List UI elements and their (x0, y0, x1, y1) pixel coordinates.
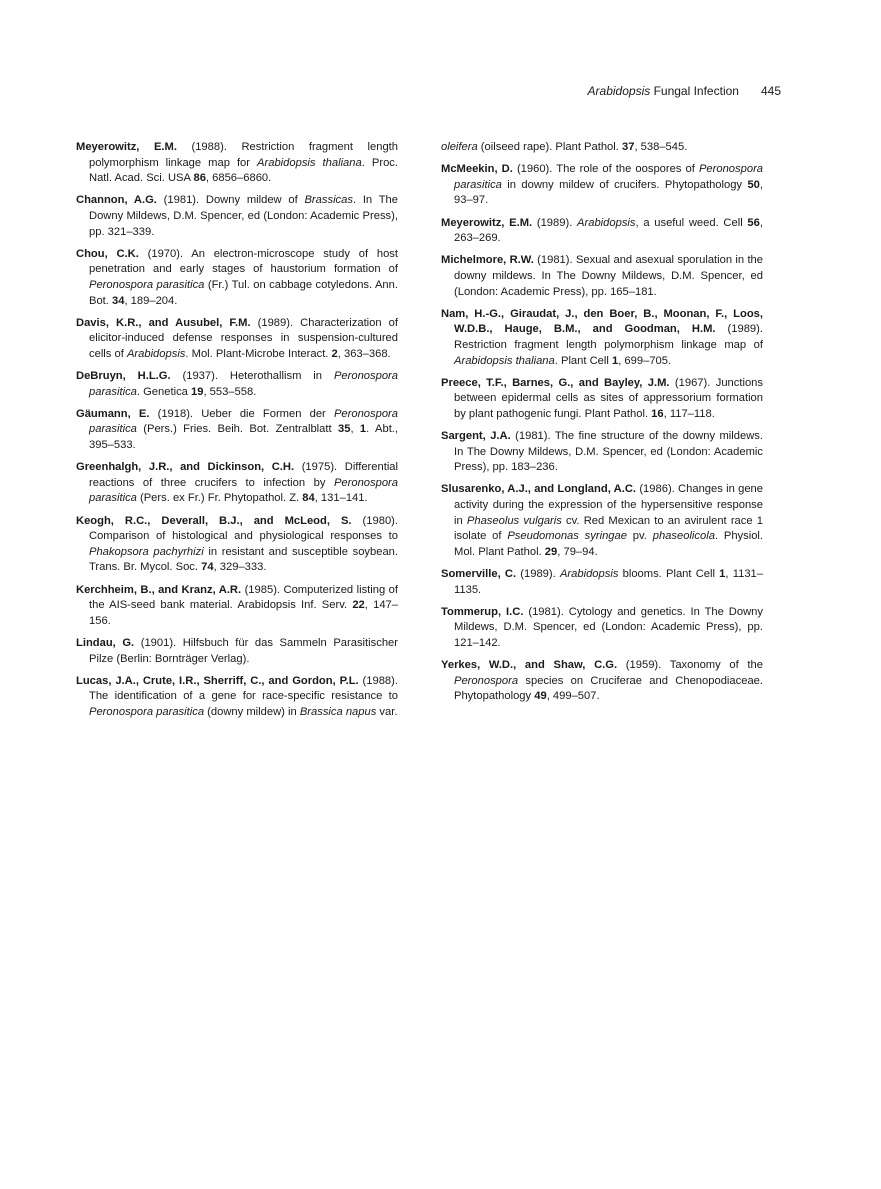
reference-authors: Tommerup, I.C. (441, 605, 524, 618)
running-title-rest: Fungal Infection (650, 84, 739, 98)
reference-authors: Preece, T.F., Barnes, G., and Bayley, J.M. (441, 376, 670, 389)
reference-authors: Lindau, G. (76, 636, 135, 649)
italic-term: oleifera (441, 141, 478, 153)
reference-authors: Somerville, C. (441, 568, 517, 580)
italic-term: Peronospora parasitica (89, 370, 398, 398)
volume-number: 22 (352, 599, 365, 612)
reference-entry: Kerchheim, B., and Kranz, A.R. (1985). Computerized listing of the AIS-seed bank material. Arabidopsis Inf. Serv. 22, 147–156. (76, 583, 398, 627)
volume-number: 74 (201, 561, 214, 574)
reference-entry: Nam, H.-G., Giraudat, J., den Boer, B., Moonan, F., Loos, W.D.B., Hauge, B.M., and Goodman, H.M. (1989). Restriction fragment length polymorphism linkage map of Arabidopsis thaliana. Plant Cell 1, 699–705. (441, 307, 763, 367)
reference-continuation: oleifera (oilseed rape). Plant Pathol. 37, 538–545. (441, 141, 688, 153)
reference-entry: Lindau, G. (1901). Hilfsbuch für das Sammeln Parasitischer Pilze (Berlin: Bornträger Verlag). (76, 636, 398, 665)
volume-number: 1 (611, 354, 619, 367)
reference-entry: Sargent, J.A. (1981). The fine structure of the downy mildews. In The Downy Mildews, D.M. Spencer, ed (London: Academic Press), pp. 183–236. (441, 430, 763, 474)
volume-number: 49 (534, 690, 547, 703)
volume-number: 37 (621, 141, 635, 153)
reference-authors: Channon, A.G. (76, 194, 157, 207)
reference-authors: Meyerowitz, E.M. (76, 141, 177, 153)
reference-entry: McMeekin, D. (1960). The role of the oospores of Peronospora parasitica in downy mildew of crucifers. Phytopathology 50, 93–97. (441, 163, 764, 207)
volume-number: 84 (302, 492, 315, 505)
italic-term: Pseudomonas syringae (507, 530, 627, 543)
italic-term: Phaseolus vulgaris (466, 514, 562, 527)
volume-number: 1 (359, 423, 367, 436)
reference-entry: Channon, A.G. (1981). Downy mildew of Brassicas. In The Downy Mildews, D.M. Spencer, ed (London: Academic Press), pp. 321–339. (76, 194, 398, 238)
reference-entry: Preece, T.F., Barnes, G., and Bayley, J.M. (1967). Junctions between epidermal cells as sites of appressorium formation by plant pathogenic fungi. Plant Pathol. 16, 117–118. (441, 376, 763, 420)
references-right-column (441, 140, 763, 712)
reference-entry: Tommerup, I.C. (1981). Cytology and genetics. In The Downy Mildews, D.M. Spencer, ed (London: Academic Press), pp. 121–142. (441, 605, 763, 649)
italic-term: Arabidopsis thaliana (257, 156, 362, 169)
volume-number: 1 (719, 568, 726, 580)
reference-entry: Somerville, C. (1989). Arabidopsis blooms. Plant Cell 1, 1131–1135. (441, 568, 763, 596)
reference-authors: Meyerowitz, E.M. (441, 216, 533, 229)
italic-term: Arabidopsis (126, 347, 186, 360)
running-title (588, 84, 739, 98)
italic-term: Peronospora (454, 674, 519, 687)
reference-entry: Keogh, R.C., Deverall, B.J., and McLeod, S. (1980). Comparison of histological and physiological responses to Phakopsora pachyrhizi in resistant and susceptible soybean. Trans. Br. Mycol. Soc. 74, 329–333. (76, 514, 399, 574)
italic-term: phaseolicola (652, 530, 715, 543)
reference-authors: Gäumann, E. (76, 407, 150, 420)
reference-authors: Michelmore, R.W. (441, 254, 534, 267)
volume-number: 35 (337, 423, 351, 436)
running-title-italic: Arabidopsis (587, 84, 651, 98)
italic-term: Peronospora parasitica (89, 407, 398, 436)
reference-entry: Gäumann, E. (1918). Ueber die Formen der Peronospora parasitica (Pers.) Fries. Beih. Bot. Zentralblatt 35, 1. Abt., 395–533. (76, 407, 399, 452)
italic-term: Peronospora parasitica (89, 278, 205, 291)
reference-authors: Slusarenko, A.J., and Longland, A.C. (441, 483, 637, 496)
reference-authors: Chou, C.K. (76, 247, 139, 260)
italic-term: Arabidopsis (559, 568, 619, 580)
running-header (560, 84, 781, 98)
reference-authors: Davis, K.R., and Ausubel, F.M. (76, 316, 251, 329)
italic-term: Phakopsora pachyrhizi (89, 545, 204, 558)
italic-term: Arabidopsis (577, 216, 636, 229)
reference-entry: Chou, C.K. (1970). An electron-microscope study of host penetration and early stages of haustorium formation of Peronospora parasitica (Fr.) Tul. on cabbage cotyledons. Ann. Bot. 34, 189–204. (76, 247, 398, 307)
reference-entry: Yerkes, W.D., and Shaw, C.G. (1959). Taxonomy of the Peronospora species on Cruciferae and Chenopodiaceae. Phytopathology 49, 499–507. (441, 659, 763, 703)
reference-entry: Meyerowitz, E.M. (1988). Restriction fragment length polymorphism linkage map for Arabidopsis thaliana. Proc. Natl. Acad. Sci. USA 86, 6856–6860. (76, 141, 398, 185)
reference-entry: Lucas, J.A., Crute, I.R., Sherriff, C., and Gordon, P.L. (1988). The identification of a gene for race-specific resistance to Peronospora parasitica (downy mildew) in Brassica napus var. (76, 674, 398, 718)
volume-number: 34 (112, 294, 125, 307)
reference-authors: Sargent, J.A. (441, 430, 511, 443)
reference-entry: Michelmore, R.W. (1981). Sexual and asexual sporulation in the downy mildews. In The Downy Mildews, D.M. Spencer, ed (London: Academic Press), pp. 165–181. (441, 254, 763, 298)
reference-authors: Yerkes, W.D., and Shaw, C.G. (441, 659, 618, 672)
reference-authors: McMeekin, D. (441, 163, 513, 176)
reference-entry: Meyerowitz, E.M. (1989). Arabidopsis, a useful weed. Cell 56, 263–269. (441, 216, 763, 245)
reference-authors: Nam, H.-G., Giraudat, J., den Boer, B., Moonan, F., Loos, W.D.B., Hauge, B.M., and Goodman, H.M. (441, 307, 763, 336)
reference-authors: Lucas, J.A., Crute, I.R., Sherriff, C., and Gordon, P.L. (76, 674, 359, 687)
volume-number: 2 (331, 347, 338, 360)
reference-authors: Keogh, R.C., Deverall, B.J., and McLeod, S. (76, 514, 352, 527)
volume-number: 16 (651, 407, 664, 420)
reference-entry: Davis, K.R., and Ausubel, F.M. (1989). Characterization of elicitor-induced defense responses in suspension-cultured cells of Arabidopsis. Mol. Plant-Microbe Interact. 2, 363–368. (76, 316, 398, 360)
references-left-column (76, 140, 398, 727)
volume-number: 19 (191, 385, 204, 398)
volume-number: 29 (544, 545, 558, 558)
reference-authors: Greenhalgh, J.R., and Dickinson, C.H. (76, 461, 295, 474)
volume-number: 56 (747, 216, 760, 229)
reference-entry: Slusarenko, A.J., and Longland, A.C. (1986). Changes in gene activity during the expression of the hypersensitive response in Phaseolus vulgaris cv. Red Mexican to an avirulent race 1 isolate of Pseudomonas syringae pv. phaseolicola. Physiol. Mol. Plant Pathol. 29, 79–94. (441, 483, 764, 558)
volume-number: 86 (193, 172, 206, 185)
italic-term: Arabidopsis thaliana (454, 354, 555, 367)
reference-authors: Kerchheim, B., and Kranz, A.R. (76, 583, 242, 596)
italic-term: Brassica napus (299, 705, 377, 718)
italic-term: Peronospora parasitica (89, 705, 205, 718)
reference-entry: Greenhalgh, J.R., and Dickinson, C.H. (1975). Differential reactions of three crucifers to infection by Peronospora parasitica (Pers. ex Fr.) Fr. Phytopathol. Z. 84, 131–141. (76, 461, 399, 505)
reference-entry: DeBruyn, H.L.G. (1937). Heterothallism in Peronospora parasitica. Genetica 19, 553–558. (76, 370, 398, 398)
reference-authors: DeBruyn, H.L.G. (76, 370, 171, 383)
page-number: 445 (760, 84, 781, 98)
volume-number: 50 (747, 178, 760, 191)
italic-term: Brassicas (304, 194, 353, 207)
italic-term: Peronospora parasitica (89, 476, 398, 505)
italic-term: Peronospora parasitica (454, 163, 764, 191)
